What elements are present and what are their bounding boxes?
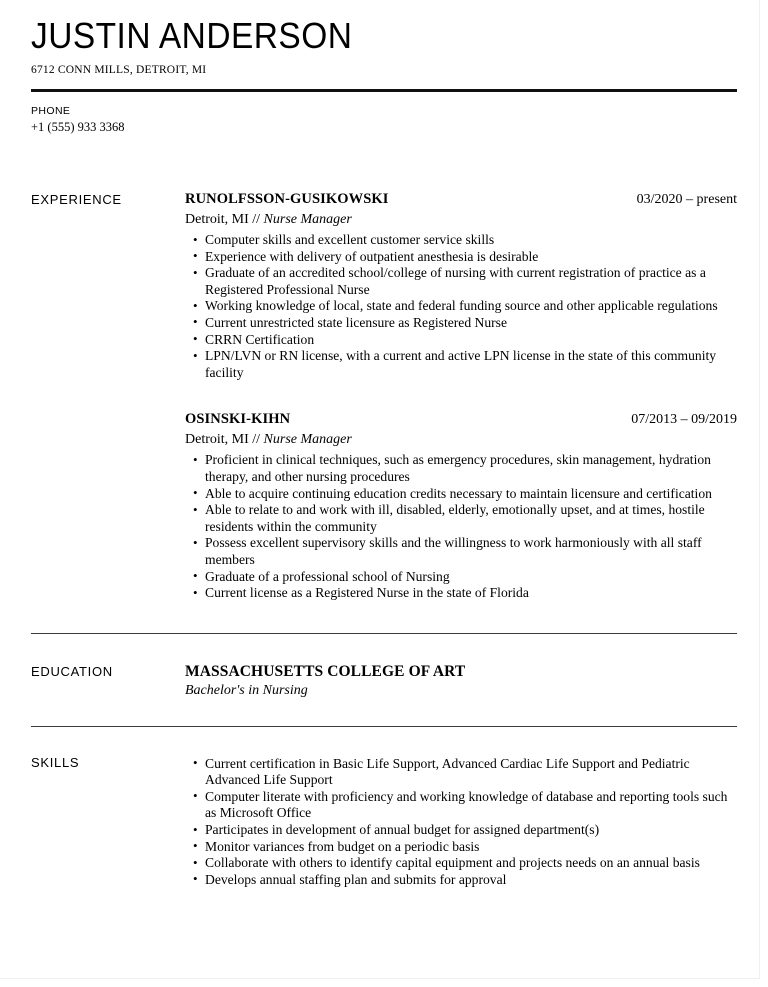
list-item: • CRRN Certification xyxy=(185,332,737,349)
employer-name: RUNOLFSSON-GUSIKOWSKI xyxy=(185,191,389,207)
list-item: • Working knowledge of local, state and federal funding source and other applicable regulations xyxy=(185,298,737,315)
education-divider xyxy=(31,633,737,634)
resume-content xyxy=(31,0,737,888)
list-item: • LPN/LVN or RN license, with a current and active LPN license in the state of this community facility xyxy=(185,348,737,381)
list-item: • Current unrestricted state licensure as Registered Nurse xyxy=(185,315,737,332)
section-skills xyxy=(31,753,737,889)
experience-entry-header xyxy=(185,190,737,209)
phone-value: +1 (555) 933 3368 xyxy=(31,120,125,134)
list-item: • Current certification in Basic Life Support, Advanced Cardiac Life Support and Pediatric Advanced Life Support xyxy=(185,756,737,789)
skills-bullet-list xyxy=(185,756,737,889)
employment-dates: 07/2013 – 09/2019 xyxy=(631,412,737,428)
contact-block xyxy=(31,105,737,135)
section-label-skills: SKILLS xyxy=(31,754,80,770)
employer-name: OSINSKI-KIHN xyxy=(185,411,291,428)
list-item: • Computer skills and excellent customer service skills xyxy=(185,232,737,249)
list-item: • Able to relate to and work with ill, disabled, elderly, emotionally upset, and at times, hostile residents within the community xyxy=(185,502,737,535)
list-item: • Participates in development of annual budget for assigned department(s) xyxy=(185,822,737,839)
list-item: • Monitor variances from budget on a periodic basis xyxy=(185,839,737,856)
employment-location-role xyxy=(185,430,737,449)
list-item: • Graduate of a professional school of Nursing xyxy=(185,569,737,586)
employment-location-role xyxy=(185,210,737,229)
header-divider xyxy=(31,89,737,92)
skills-body xyxy=(185,753,737,889)
experience-entry xyxy=(185,410,737,601)
list-item: • Collaborate with others to identify capital equipment and projects needs on an annual basis xyxy=(185,855,737,872)
list-item: • Proficient in clinical techniques, such as emergency procedures, skin management, hydration therapy, and other nursing procedures xyxy=(185,452,737,485)
list-item: • Able to acquire continuing education credits necessary to maintain licensure and certification xyxy=(185,486,737,503)
school-name: MASSACHUSETTS COLLEGE OF ART xyxy=(185,662,466,680)
resume-header xyxy=(31,16,737,135)
experience-bullet-list xyxy=(185,232,737,381)
degree-name: Bachelor's in Nursing xyxy=(185,682,308,698)
candidate-name: JUSTIN ANDERSON xyxy=(31,15,353,56)
experience-entry-header xyxy=(185,410,737,429)
experience-bullet-list xyxy=(185,452,737,601)
section-education xyxy=(31,662,737,700)
employment-location: Detroit, MI // xyxy=(185,212,264,227)
list-item: • Current license as a Registered Nurse in the state of Florida xyxy=(185,585,737,602)
employment-location: Detroit, MI // xyxy=(185,432,264,448)
phone-label: PHONE xyxy=(31,105,71,117)
section-label-experience: EXPERIENCE xyxy=(31,192,122,207)
list-item: • Computer literate with proficiency and working knowledge of database and reporting tools such as Microsoft Office xyxy=(185,789,737,822)
list-item: • Possess excellent supervisory skills and the willingness to work harmoniously with all staff members xyxy=(185,535,737,568)
skills-divider xyxy=(31,726,737,727)
section-experience xyxy=(31,190,737,602)
experience-entry xyxy=(185,190,737,381)
employment-dates: 03/2020 – present xyxy=(636,192,737,207)
section-label-education: EDUCATION xyxy=(31,663,113,679)
candidate-address: 6712 CONN MILLS, DETROIT, MI xyxy=(31,64,207,76)
list-item: • Develops annual staffing plan and submits for approval xyxy=(185,872,737,889)
job-title: Nurse Manager xyxy=(263,212,352,227)
education-entry xyxy=(185,662,737,700)
list-item: • Graduate of an accredited school/college of nursing with current registration of practice as a Registered Professional Nurse xyxy=(185,265,737,298)
job-title: Nurse Manager xyxy=(263,432,352,448)
experience-entries xyxy=(185,190,737,602)
education-entries xyxy=(185,662,737,700)
list-item: • Experience with delivery of outpatient anesthesia is desirable xyxy=(185,249,737,266)
